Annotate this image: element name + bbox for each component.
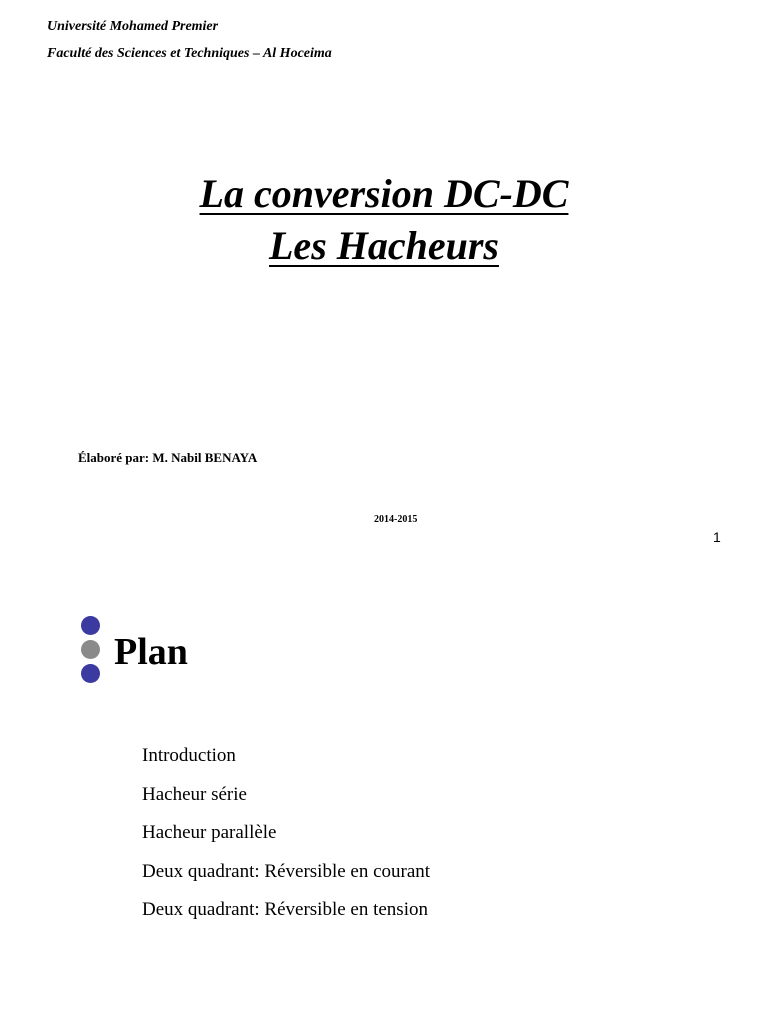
author-credit: Élaboré par: M. Nabil BENAYA [78, 450, 258, 465]
plan-item: Hacheur série [142, 783, 247, 805]
plan-item: Introduction [142, 745, 236, 766]
plan-list [142, 745, 430, 938]
faculty-name: Faculté des Sciences et Techniques – Al Hoceima [47, 46, 332, 61]
document-subtitle [0, 222, 768, 270]
university-name: Université Mohamed Premier [47, 19, 219, 34]
document-title [0, 170, 768, 218]
bullet-dot-icon [81, 640, 100, 659]
plan-item: Deux quadrant: Réversible en tension [142, 899, 428, 920]
title-line-1: La conversion DC-DC [199, 171, 569, 216]
academic-year: 2014-2015 [374, 514, 418, 525]
plan-item: Deux quadrant: Réversible en courant [142, 860, 431, 882]
bullet-dot-icon [81, 616, 100, 635]
bullet-dot-icon [81, 664, 100, 683]
title-line-2: Les Hacheurs [269, 223, 499, 268]
plan-item: Hacheur parallèle [142, 822, 277, 843]
page-number: 1 [713, 529, 721, 545]
plan-heading: Plan [114, 631, 188, 673]
